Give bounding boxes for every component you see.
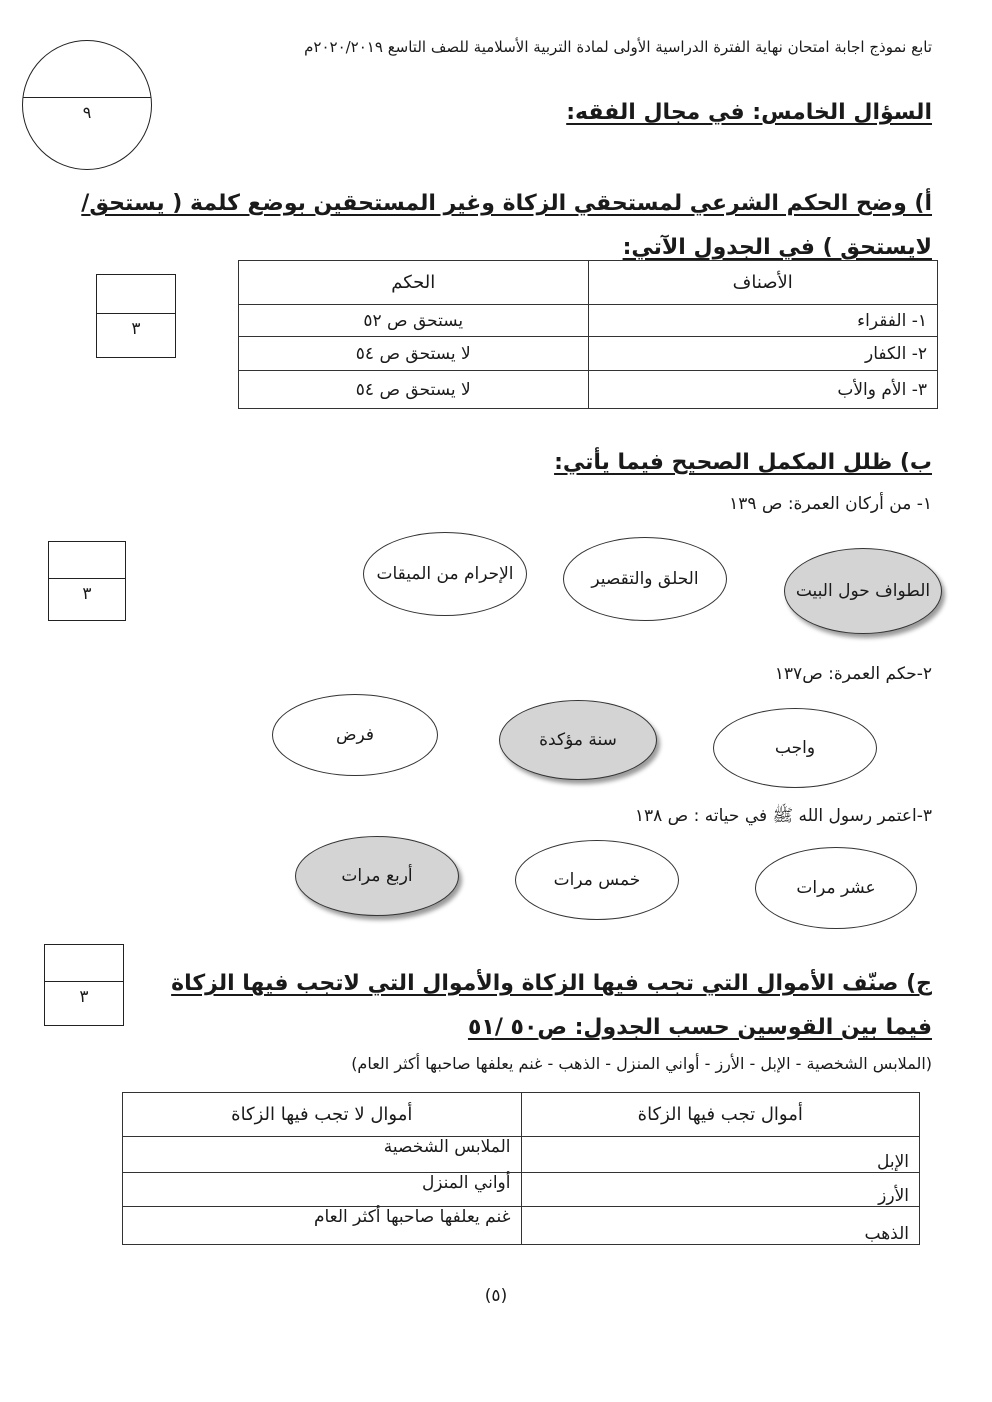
table-row xyxy=(123,1137,920,1173)
question-1: ١- من أركان العمرة: ص ١٣٩ xyxy=(729,494,932,514)
question-2: ٢-حكم العمرة: ص١٣٧ xyxy=(774,664,932,684)
part-a-score-box xyxy=(96,274,176,358)
part-b-title: ب) ظلل المكمل الصحيح فيما يأتي: xyxy=(554,450,932,475)
option-four-times[interactable]: أربع مرات xyxy=(295,836,459,916)
table-header-row xyxy=(239,261,938,305)
zakat-classification-table xyxy=(122,1092,920,1245)
zakat-cell: الإبل xyxy=(521,1137,920,1173)
no-zakat-cell: أواني المنزل xyxy=(123,1173,522,1207)
zakat-cell: الذهب xyxy=(521,1207,920,1245)
option-fard[interactable]: فرض xyxy=(272,694,438,776)
no-zakat-cell: غنم يعلفها صاحبها أكثر العام xyxy=(123,1207,522,1245)
table-row xyxy=(123,1173,920,1207)
exam-header: تابع نموذج اجابة امتحان نهاية الفترة الدراسية الأولى لمادة التربية الأسلامية للصف التاسع ٢٠٢٠/٢٠١٩م xyxy=(304,38,932,56)
option-tawaf[interactable]: الطواف حول البيت xyxy=(784,548,942,634)
part-c-score-box xyxy=(44,944,124,1026)
section-title: السؤال الخامس: في مجال الفقه: xyxy=(566,100,932,125)
part-a-score: ٣ xyxy=(131,319,141,339)
table-row xyxy=(239,337,938,371)
score-divider xyxy=(23,97,151,98)
table-header-row xyxy=(123,1093,920,1137)
option-sunnah[interactable]: سنة مؤكدة xyxy=(499,700,657,780)
ruling-cell: لا يستحق ص ٥٤ xyxy=(239,337,589,371)
column-header: الحكم xyxy=(239,261,589,305)
zakat-cell: الأرز xyxy=(521,1173,920,1207)
category-cell: ١- الفقراء xyxy=(588,305,938,337)
zakat-eligibility-table xyxy=(238,260,938,409)
part-b-score-box xyxy=(48,541,126,621)
items-list: (الملابس الشخصية - الإبل - الأرز - أواني المنزل - الذهب - غنم يعلفها صاحبها أكثر العام) xyxy=(351,1054,932,1073)
score-box-divider xyxy=(49,578,125,579)
part-c-question: ج) صنّف الأموال التي تجب فيها الزكاة والأموال التي لاتجب فيها الزكاة فيما بين القوسين حسب الجدول: ص٥٠ /٥١ xyxy=(171,971,932,1040)
ruling-cell: يستحق ص ٥٢ xyxy=(239,305,589,337)
column-header: الأصناف xyxy=(588,261,938,305)
question-3: ٣-اعتمر رسول الله ﷺ في حياته : ص ١٣٨ xyxy=(634,806,932,826)
score-box-divider xyxy=(97,313,175,314)
score-box-divider xyxy=(45,981,123,982)
category-cell: ٢- الكفار xyxy=(588,337,938,371)
part-a-question: أ) وضح الحكم الشرعي لمستحقي الزكاة وغير المستحقين بوضع كلمة ( يستحق/ لايستحق ) في الجدول الآتي: xyxy=(81,191,932,260)
table-row xyxy=(239,305,938,337)
option-five-times[interactable]: خمس مرات xyxy=(515,840,679,920)
no-zakat-cell: الملابس الشخصية xyxy=(123,1137,522,1173)
option-halq[interactable]: الحلق والتقصير xyxy=(563,537,727,621)
category-cell: ٣- الأم والأب xyxy=(588,371,938,409)
option-ihram[interactable]: الإحرام من الميقات xyxy=(363,532,527,616)
option-wajib[interactable]: واجب xyxy=(713,708,877,788)
ruling-cell: لا يستحق ص ٥٤ xyxy=(239,371,589,409)
part-c-score: ٣ xyxy=(79,987,89,1007)
part-b-score: ٣ xyxy=(82,584,92,604)
table-row xyxy=(123,1207,920,1245)
page-number: (٥) xyxy=(484,1286,508,1306)
column-header: أموال تجب فيها الزكاة xyxy=(521,1093,920,1137)
column-header: أموال لا تجب فيها الزكاة xyxy=(123,1093,522,1137)
option-ten-times[interactable]: عشر مرات xyxy=(755,847,917,929)
table-row xyxy=(239,371,938,409)
total-score-value: ٩ xyxy=(82,103,92,122)
total-score-circle xyxy=(22,40,152,170)
